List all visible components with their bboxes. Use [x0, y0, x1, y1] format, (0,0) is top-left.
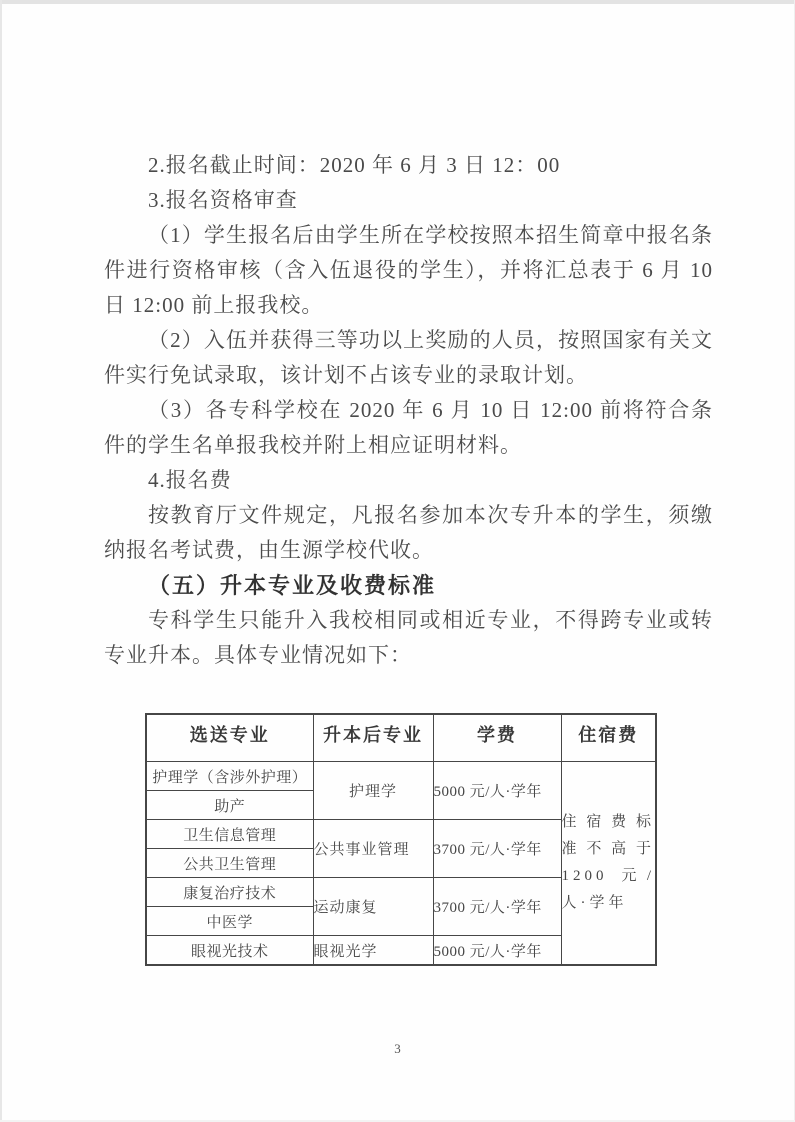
cell-source-major-1: 护理学（含涉外护理）	[146, 762, 313, 791]
cell-source-major-5: 康复治疗技术	[146, 878, 313, 907]
section-heading-majors-and-fees: （五）升本专业及收费标准	[148, 573, 437, 598]
document-body	[104, 148, 713, 673]
cell-tuition-3: 3700 元/人·学年	[433, 878, 561, 936]
cell-source-major-3: 卫生信息管理	[146, 820, 313, 849]
cell-target-major-3: 运动康复	[313, 878, 433, 936]
cell-target-major-2: 公共事业管理	[313, 820, 433, 878]
scan-edge-left	[0, 0, 2, 1122]
header-accommodation: 住宿费	[561, 714, 656, 762]
cell-target-major-1: 护理学	[313, 762, 433, 820]
cell-target-major-4: 眼视光学	[313, 936, 433, 966]
paragraph-review-item-1: （1）学生报名后由学生所在学校按照本招生简章中报名条件进行资格审核（含入伍退役的学生），并将汇总表于 6 月 10 日 12:00 前上报我校。	[104, 223, 713, 317]
header-tuition: 学费	[433, 714, 561, 762]
header-source-major: 选送专业	[146, 714, 313, 762]
cell-source-major-4: 公共卫生管理	[146, 849, 313, 878]
header-target-major: 升本后专业	[313, 714, 433, 762]
cell-tuition-2: 3700 元/人·学年	[433, 820, 561, 878]
cell-accommodation-note: 住宿费标准不高于1200 元/人·学年	[561, 762, 656, 966]
cell-source-major-2: 助产	[146, 791, 313, 820]
paragraph-registration-fee-detail: 按教育厅文件规定，凡报名参加本次专升本的学生，须缴纳报名考试费，由生源学校代收。	[104, 503, 713, 562]
paragraph-majors-intro: 专科学生只能升入我校相同或相近专业，不得跨专业或转专业升本。具体专业情况如下：	[104, 608, 713, 667]
paragraph-qualification-review-title: 3.报名资格审查	[148, 188, 298, 212]
paragraph-review-item-3: （3）各专科学校在 2020 年 6 月 10 日 12:00 前将符合条件的学生名单报我校并附上相应证明材料。	[104, 398, 713, 457]
cell-tuition-4: 5000 元/人·学年	[433, 936, 561, 966]
cell-source-major-6: 中医学	[146, 907, 313, 936]
scan-edge-top	[0, 0, 795, 4]
cell-tuition-1: 5000 元/人·学年	[433, 762, 561, 820]
table-header-row	[146, 714, 656, 762]
paragraph-registration-fee-title: 4.报名费	[148, 468, 232, 492]
cell-source-major-7: 眼视光技术	[146, 936, 313, 966]
majors-fees-table	[145, 713, 657, 966]
table-row	[146, 762, 656, 791]
page-number: 3	[394, 1041, 401, 1056]
paragraph-registration-deadline: 2.报名截止时间：2020 年 6 月 3 日 12：00	[148, 153, 561, 177]
paragraph-review-item-2: （2）入伍并获得三等功以上奖励的人员，按照国家有关文件实行免试录取，该计划不占该专业的录取计划。	[104, 328, 713, 387]
